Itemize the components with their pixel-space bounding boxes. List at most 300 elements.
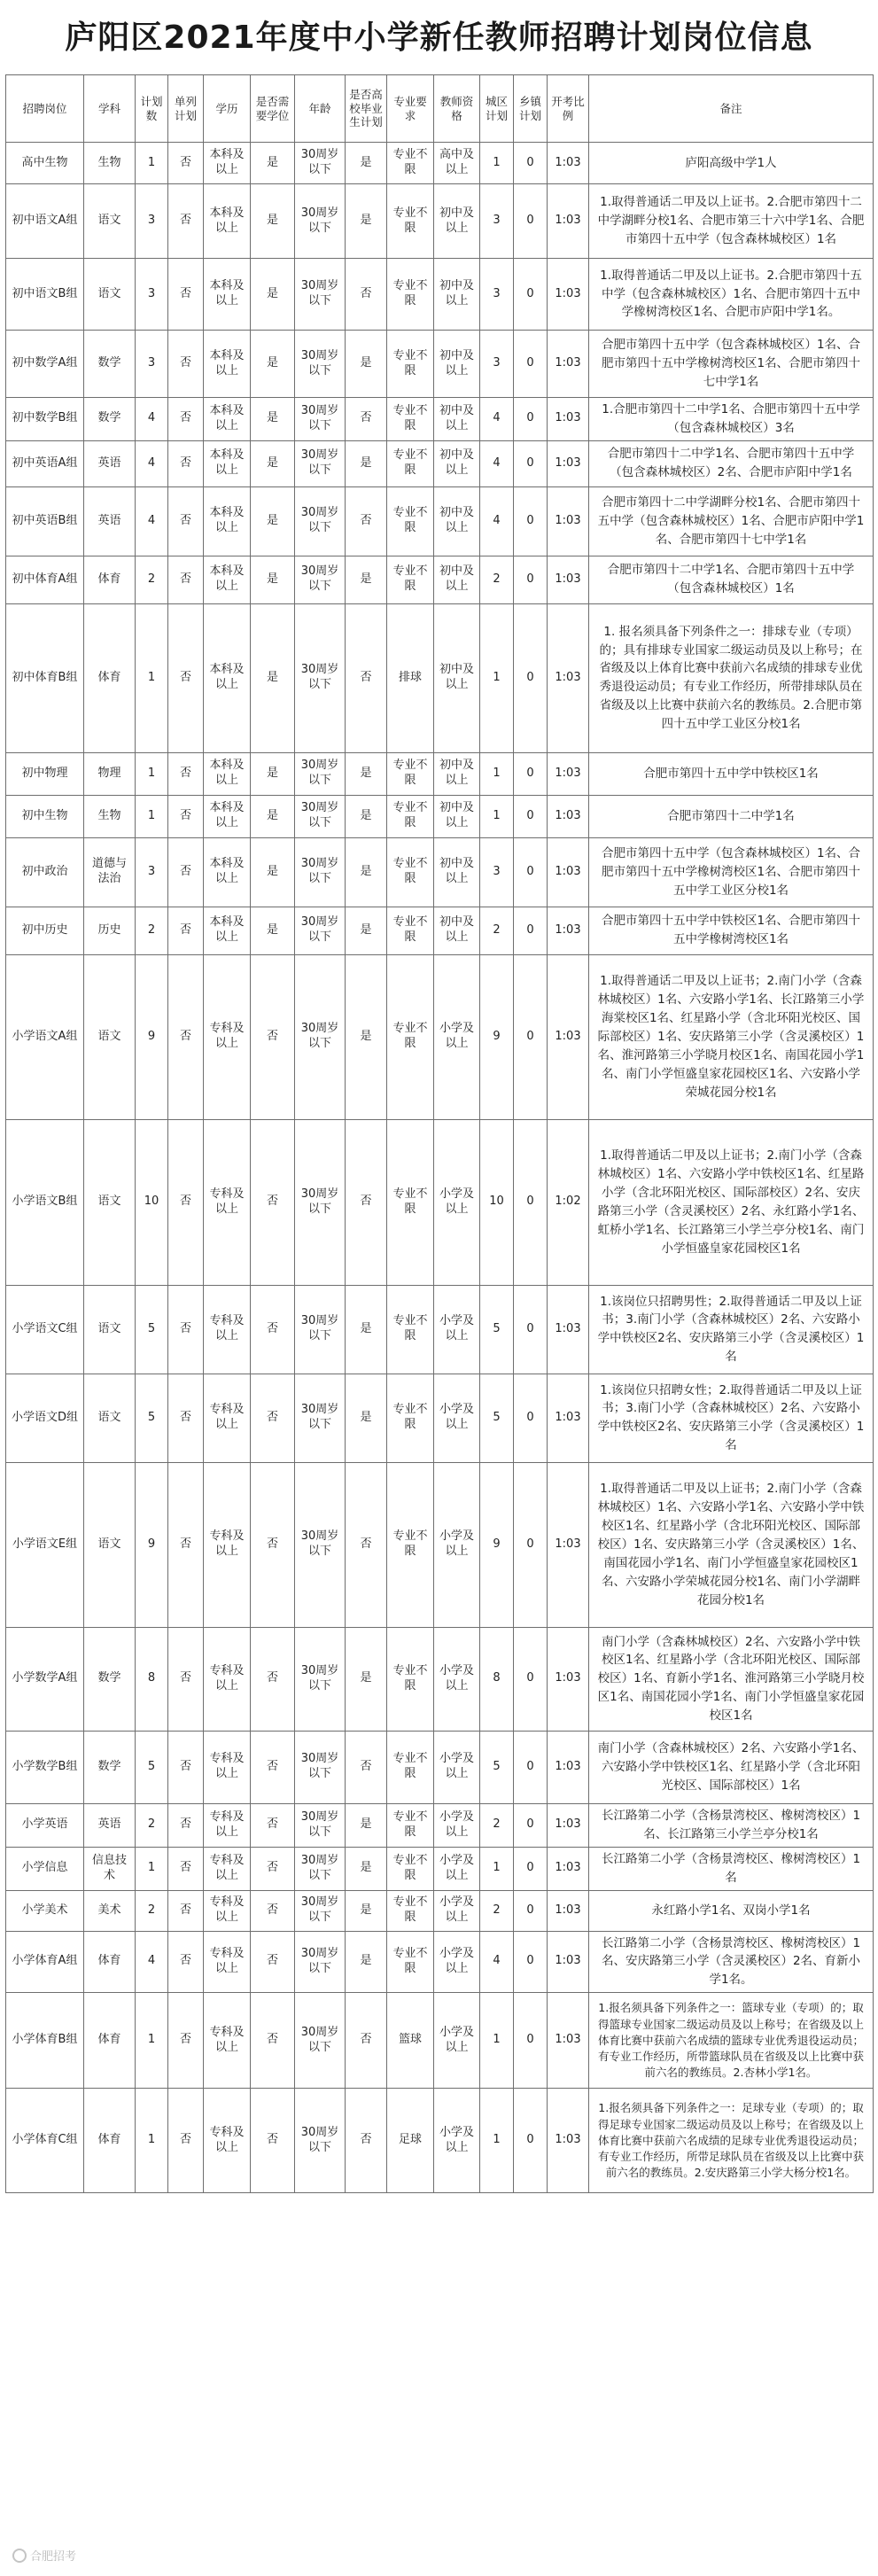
cell-exam-ratio: 1:03 (548, 398, 589, 441)
cell-township-plan: 0 (514, 795, 548, 837)
cell-position: 小学体育B组 (6, 1993, 84, 2089)
header-age: 年龄 (295, 75, 346, 143)
table-body (6, 143, 874, 2193)
cell-age: 30周岁以下 (295, 1993, 346, 2089)
cell-teacher-qualification: 高中及以上 (434, 143, 480, 184)
cell-age: 30周岁以下 (295, 1119, 346, 1285)
cell-remarks: 1.该岗位只招聘男性；2.取得普通话二甲及以上证书；3.南门小学（含森林城校区）2名、六安路小学中铁校区2名、安庆路第三小学（含灵溪校区）1名 (589, 1285, 874, 1374)
cell-graduate-plan: 否 (346, 1731, 387, 1803)
cell-major-requirement: 专业不限 (387, 1847, 434, 1890)
cell-education: 本科及以上 (204, 259, 251, 331)
cell-teacher-qualification: 小学及以上 (434, 1803, 480, 1847)
cell-age: 30周岁以下 (295, 143, 346, 184)
table-row (6, 2089, 874, 2193)
cell-remarks: 合肥市第四十二中学湖畔分校1名、合肥市第四十五中学（包含森林城校区）1名、合肥市庐阳中学1名、合肥市第四十七中学1名 (589, 486, 874, 556)
cell-major-requirement: 专业不限 (387, 907, 434, 954)
cell-position: 初中语文A组 (6, 184, 84, 259)
cell-age: 30周岁以下 (295, 398, 346, 441)
cell-age: 30周岁以下 (295, 556, 346, 603)
cell-education: 专科及以上 (204, 1931, 251, 1993)
cell-graduate-plan: 是 (346, 1890, 387, 1931)
cell-township-plan: 0 (514, 837, 548, 907)
cell-age: 30周岁以下 (295, 1931, 346, 1993)
cell-subject: 生物 (84, 795, 136, 837)
cell-degree-required: 否 (251, 1627, 295, 1731)
cell-exam-ratio: 1:03 (548, 1931, 589, 1993)
cell-subject: 道德与法治 (84, 837, 136, 907)
cell-position: 初中历史 (6, 907, 84, 954)
cell-position: 初中英语B组 (6, 486, 84, 556)
cell-major-requirement: 专业不限 (387, 1731, 434, 1803)
cell-age: 30周岁以下 (295, 1803, 346, 1847)
cell-graduate-plan: 否 (346, 259, 387, 331)
cell-degree-required: 否 (251, 1462, 295, 1627)
cell-plan-count: 5 (136, 1285, 168, 1374)
cell-education: 专科及以上 (204, 1847, 251, 1890)
cell-urban-plan: 1 (480, 1847, 514, 1890)
cell-urban-plan: 1 (480, 752, 514, 795)
cell-position: 小学数学A组 (6, 1627, 84, 1731)
cell-exam-ratio: 1:03 (548, 331, 589, 398)
cell-separate-plan: 否 (168, 1374, 204, 1462)
cell-plan-count: 4 (136, 486, 168, 556)
cell-age: 30周岁以下 (295, 259, 346, 331)
cell-graduate-plan: 是 (346, 907, 387, 954)
cell-major-requirement: 专业不限 (387, 486, 434, 556)
cell-education: 本科及以上 (204, 795, 251, 837)
cell-remarks: 合肥市第四十五中学（包含森林城校区）1名、合肥市第四十五中学橡树湾校区1名、合肥市第四十七中学1名 (589, 331, 874, 398)
cell-township-plan: 0 (514, 1285, 548, 1374)
cell-township-plan: 0 (514, 1627, 548, 1731)
cell-subject: 语文 (84, 1119, 136, 1285)
cell-township-plan: 0 (514, 259, 548, 331)
header-graduate-plan: 是否高校毕业生计划 (346, 75, 387, 143)
cell-teacher-qualification: 小学及以上 (434, 1931, 480, 1993)
cell-exam-ratio: 1:03 (548, 1847, 589, 1890)
cell-age: 30周岁以下 (295, 1890, 346, 1931)
cell-degree-required: 否 (251, 1285, 295, 1374)
cell-position: 初中语文B组 (6, 259, 84, 331)
cell-township-plan: 0 (514, 184, 548, 259)
cell-township-plan: 0 (514, 331, 548, 398)
cell-graduate-plan: 否 (346, 398, 387, 441)
cell-education: 专科及以上 (204, 1462, 251, 1627)
cell-separate-plan: 否 (168, 398, 204, 441)
cell-exam-ratio: 1:02 (548, 1119, 589, 1285)
cell-township-plan: 0 (514, 1890, 548, 1931)
cell-subject: 语文 (84, 954, 136, 1119)
cell-separate-plan: 否 (168, 1890, 204, 1931)
cell-plan-count: 3 (136, 331, 168, 398)
cell-education: 本科及以上 (204, 184, 251, 259)
cell-separate-plan: 否 (168, 1847, 204, 1890)
cell-separate-plan: 否 (168, 1119, 204, 1285)
cell-plan-count: 3 (136, 837, 168, 907)
cell-major-requirement: 专业不限 (387, 556, 434, 603)
cell-major-requirement: 足球 (387, 2089, 434, 2193)
cell-graduate-plan: 是 (346, 143, 387, 184)
cell-graduate-plan: 是 (346, 1847, 387, 1890)
cell-township-plan: 0 (514, 1374, 548, 1462)
cell-major-requirement: 专业不限 (387, 259, 434, 331)
cell-exam-ratio: 1:03 (548, 837, 589, 907)
cell-separate-plan: 否 (168, 907, 204, 954)
cell-position: 小学语文B组 (6, 1119, 84, 1285)
table-row (6, 398, 874, 441)
cell-age: 30周岁以下 (295, 1374, 346, 1462)
cell-education: 本科及以上 (204, 331, 251, 398)
cell-subject: 体育 (84, 556, 136, 603)
table-row (6, 440, 874, 486)
cell-degree-required: 否 (251, 1847, 295, 1890)
cell-age: 30周岁以下 (295, 2089, 346, 2193)
cell-subject: 数学 (84, 398, 136, 441)
cell-subject: 体育 (84, 603, 136, 752)
cell-graduate-plan: 否 (346, 486, 387, 556)
cell-separate-plan: 否 (168, 331, 204, 398)
header-urban-plan: 城区计划 (480, 75, 514, 143)
cell-subject: 英语 (84, 486, 136, 556)
cell-major-requirement: 专业不限 (387, 837, 434, 907)
cell-major-requirement: 专业不限 (387, 1374, 434, 1462)
cell-urban-plan: 1 (480, 2089, 514, 2193)
cell-education: 本科及以上 (204, 556, 251, 603)
cell-exam-ratio: 1:03 (548, 486, 589, 556)
cell-exam-ratio: 1:03 (548, 1627, 589, 1731)
cell-urban-plan: 3 (480, 837, 514, 907)
cell-degree-required: 是 (251, 331, 295, 398)
cell-remarks: 1.该岗位只招聘女性；2.取得普通话二甲及以上证书；3.南门小学（含森林城校区）2名、六安路小学中铁校区2名、安庆路第三小学（含灵溪校区）1名 (589, 1374, 874, 1462)
cell-remarks: 1.取得普通话二甲及以上证书。2.合肥市第四十二中学湖畔分校1名、合肥市第三十六中学1名、合肥市第四十五中学（包含森林城校区）1名 (589, 184, 874, 259)
cell-remarks: 1.取得普通话二甲及以上证书；2.南门小学（含森林城校区）1名、六安路小学中铁校区1名、红星路小学（含北环阳光校区、国际部校区）2名、安庆路第三小学（含灵溪校区）2名、永红路小学1名、虹桥小学1名、长江路第三小学兰亭分校1名、南门小学恒盛皇家花园校区1名 (589, 1119, 874, 1285)
cell-separate-plan: 否 (168, 837, 204, 907)
cell-teacher-qualification: 小学及以上 (434, 1890, 480, 1931)
cell-position: 初中物理 (6, 752, 84, 795)
cell-age: 30周岁以下 (295, 907, 346, 954)
cell-degree-required: 是 (251, 486, 295, 556)
cell-age: 30周岁以下 (295, 752, 346, 795)
cell-major-requirement: 专业不限 (387, 954, 434, 1119)
table-row (6, 907, 874, 954)
table-row (6, 1847, 874, 1890)
cell-urban-plan: 9 (480, 954, 514, 1119)
cell-plan-count: 1 (136, 603, 168, 752)
cell-remarks: 合肥市第四十五中学（包含森林城校区）1名、合肥市第四十五中学橡树湾校区1名、合肥市第四十五中学工业区分校1名 (589, 837, 874, 907)
cell-education: 本科及以上 (204, 752, 251, 795)
cell-degree-required: 否 (251, 1119, 295, 1285)
cell-age: 30周岁以下 (295, 1462, 346, 1627)
cell-major-requirement: 专业不限 (387, 184, 434, 259)
cell-education: 专科及以上 (204, 1627, 251, 1731)
cell-urban-plan: 5 (480, 1285, 514, 1374)
cell-teacher-qualification: 小学及以上 (434, 1847, 480, 1890)
cell-separate-plan: 否 (168, 795, 204, 837)
header-exam-ratio: 开考比例 (548, 75, 589, 143)
cell-degree-required: 是 (251, 603, 295, 752)
table-row (6, 1731, 874, 1803)
cell-urban-plan: 3 (480, 184, 514, 259)
cell-exam-ratio: 1:03 (548, 752, 589, 795)
cell-township-plan: 0 (514, 398, 548, 441)
cell-plan-count: 1 (136, 1847, 168, 1890)
cell-exam-ratio: 1:03 (548, 184, 589, 259)
cell-plan-count: 1 (136, 1993, 168, 2089)
cell-education: 本科及以上 (204, 837, 251, 907)
header-township-plan: 乡镇计划 (514, 75, 548, 143)
cell-teacher-qualification: 小学及以上 (434, 1119, 480, 1285)
cell-subject: 美术 (84, 1890, 136, 1931)
cell-teacher-qualification: 初中及以上 (434, 259, 480, 331)
cell-remarks: 合肥市第四十二中学1名、合肥市第四十五中学（包含森林城校区）2名、合肥市庐阳中学1名 (589, 440, 874, 486)
cell-degree-required: 是 (251, 143, 295, 184)
cell-plan-count: 8 (136, 1627, 168, 1731)
cell-major-requirement: 篮球 (387, 1993, 434, 2089)
cell-township-plan: 0 (514, 1993, 548, 2089)
cell-teacher-qualification: 小学及以上 (434, 1731, 480, 1803)
cell-position: 小学数学B组 (6, 1731, 84, 1803)
cell-remarks: 长江路第二小学（含杨景湾校区、橡树湾校区）1名 (589, 1847, 874, 1890)
cell-subject: 英语 (84, 1803, 136, 1847)
cell-graduate-plan: 是 (346, 1627, 387, 1731)
cell-subject: 数学 (84, 331, 136, 398)
cell-plan-count: 4 (136, 398, 168, 441)
cell-subject: 信息技术 (84, 1847, 136, 1890)
cell-age: 30周岁以下 (295, 440, 346, 486)
cell-age: 30周岁以下 (295, 1847, 346, 1890)
table-row (6, 331, 874, 398)
cell-urban-plan: 9 (480, 1462, 514, 1627)
cell-position: 小学体育A组 (6, 1931, 84, 1993)
header-remarks: 备注 (589, 75, 874, 143)
cell-education: 专科及以上 (204, 1374, 251, 1462)
cell-teacher-qualification: 初中及以上 (434, 331, 480, 398)
cell-remarks: 1.报名须具备下列条件之一：篮球专业（专项）的；取得篮球专业国家二级运动员及以上称号；在省级及以上体育比赛中获前六名成绩的篮球专业优秀退役运动员；有专业工作经历，所带篮球队员在省级及以上比赛中获前六名的教练员。2.杏林小学1名。 (589, 1993, 874, 2089)
cell-exam-ratio: 1:03 (548, 1285, 589, 1374)
cell-teacher-qualification: 小学及以上 (434, 1462, 480, 1627)
cell-exam-ratio: 1:03 (548, 440, 589, 486)
cell-urban-plan: 1 (480, 795, 514, 837)
cell-degree-required: 是 (251, 398, 295, 441)
table-row (6, 1374, 874, 1462)
cell-urban-plan: 4 (480, 398, 514, 441)
cell-urban-plan: 4 (480, 440, 514, 486)
cell-education: 专科及以上 (204, 1803, 251, 1847)
cell-position: 初中数学B组 (6, 398, 84, 441)
cell-separate-plan: 否 (168, 440, 204, 486)
cell-subject: 生物 (84, 143, 136, 184)
cell-degree-required: 是 (251, 837, 295, 907)
cell-degree-required: 是 (251, 795, 295, 837)
cell-graduate-plan: 否 (346, 1462, 387, 1627)
table-row (6, 954, 874, 1119)
cell-education: 专科及以上 (204, 1285, 251, 1374)
cell-position: 小学美术 (6, 1890, 84, 1931)
table-row (6, 1890, 874, 1931)
table-row (6, 1803, 874, 1847)
cell-township-plan: 0 (514, 556, 548, 603)
cell-teacher-qualification: 初中及以上 (434, 907, 480, 954)
cell-teacher-qualification: 初中及以上 (434, 398, 480, 441)
cell-position: 小学语文C组 (6, 1285, 84, 1374)
table-row (6, 143, 874, 184)
cell-plan-count: 3 (136, 184, 168, 259)
cell-plan-count: 1 (136, 795, 168, 837)
cell-subject: 英语 (84, 440, 136, 486)
cell-degree-required: 否 (251, 2089, 295, 2193)
table-row (6, 184, 874, 259)
table-row (6, 603, 874, 752)
watermark-text: 合肥招考 (30, 2550, 77, 2564)
header-major-requirement: 专业要求 (387, 75, 434, 143)
table-row (6, 1993, 874, 2089)
table-row (6, 556, 874, 603)
cell-remarks: 合肥市第四十二中学1名、合肥市第四十五中学（包含森林城校区）1名 (589, 556, 874, 603)
cell-major-requirement: 专业不限 (387, 143, 434, 184)
cell-teacher-qualification: 初中及以上 (434, 440, 480, 486)
table-row (6, 795, 874, 837)
table-row (6, 486, 874, 556)
cell-teacher-qualification: 小学及以上 (434, 1285, 480, 1374)
cell-graduate-plan: 是 (346, 556, 387, 603)
cell-graduate-plan: 是 (346, 954, 387, 1119)
cell-plan-count: 5 (136, 1731, 168, 1803)
cell-age: 30周岁以下 (295, 486, 346, 556)
cell-age: 30周岁以下 (295, 331, 346, 398)
cell-education: 本科及以上 (204, 143, 251, 184)
cell-graduate-plan: 是 (346, 795, 387, 837)
cell-separate-plan: 否 (168, 556, 204, 603)
cell-plan-count: 10 (136, 1119, 168, 1285)
cell-age: 30周岁以下 (295, 795, 346, 837)
cell-major-requirement: 排球 (387, 603, 434, 752)
cell-teacher-qualification: 初中及以上 (434, 795, 480, 837)
table-row (6, 1119, 874, 1285)
cell-position: 初中数学A组 (6, 331, 84, 398)
cell-major-requirement: 专业不限 (387, 1627, 434, 1731)
cell-remarks: 合肥市第四十五中学中铁校区1名 (589, 752, 874, 795)
cell-degree-required: 否 (251, 1731, 295, 1803)
cell-teacher-qualification: 初中及以上 (434, 184, 480, 259)
cell-position: 初中体育A组 (6, 556, 84, 603)
cell-remarks: 长江路第二小学（含杨景湾校区、橡树湾校区）1名、安庆路第三小学（含灵溪校区）2名、育新小学1名。 (589, 1931, 874, 1993)
cell-education: 本科及以上 (204, 486, 251, 556)
cell-graduate-plan: 否 (346, 603, 387, 752)
cell-separate-plan: 否 (168, 1931, 204, 1993)
cell-exam-ratio: 1:03 (548, 1890, 589, 1931)
header-degree-required: 是否需要学位 (251, 75, 295, 143)
cell-plan-count: 3 (136, 259, 168, 331)
cell-education: 专科及以上 (204, 1119, 251, 1285)
cell-major-requirement: 专业不限 (387, 752, 434, 795)
cell-remarks: 合肥市第四十二中学1名 (589, 795, 874, 837)
cell-subject: 语文 (84, 1285, 136, 1374)
cell-degree-required: 否 (251, 1803, 295, 1847)
cell-remarks: 1.取得普通话二甲及以上证书；2.南门小学（含森林城校区）1名、六安路小学1名、六安路小学中铁校区1名、红星路小学（含北环阳光校区、国际部校区）1名、安庆路第三小学（含灵溪校区）1名、南国花园小学1名、南门小学恒盛皇家花园校区1名、六安路小学荣城花园分校1名、南门小学湖畔花园分校1名 (589, 1462, 874, 1627)
cell-graduate-plan: 是 (346, 837, 387, 907)
header-position: 招聘岗位 (6, 75, 84, 143)
cell-teacher-qualification: 初中及以上 (434, 603, 480, 752)
cell-education: 专科及以上 (204, 954, 251, 1119)
cell-major-requirement: 专业不限 (387, 331, 434, 398)
cell-plan-count: 4 (136, 1931, 168, 1993)
cell-graduate-plan: 否 (346, 1119, 387, 1285)
cell-major-requirement: 专业不限 (387, 440, 434, 486)
cell-position: 初中英语A组 (6, 440, 84, 486)
recruitment-table (5, 74, 874, 2193)
cell-degree-required: 是 (251, 259, 295, 331)
cell-education: 专科及以上 (204, 1890, 251, 1931)
cell-township-plan: 0 (514, 1119, 548, 1285)
cell-subject: 语文 (84, 184, 136, 259)
cell-township-plan: 0 (514, 440, 548, 486)
cell-major-requirement: 专业不限 (387, 795, 434, 837)
cell-subject: 体育 (84, 2089, 136, 2193)
cell-urban-plan: 10 (480, 1119, 514, 1285)
cell-urban-plan: 1 (480, 1993, 514, 2089)
cell-graduate-plan: 是 (346, 1931, 387, 1993)
cell-remarks: 1. 报名须具备下列条件之一：排球专业（专项）的；具有排球专业国家二级运动员及以上称号；在省级及以上体育比赛中获前六名成绩的排球专业优秀退役运动员；有专业工作经历，所带排球队员在省级及以上比赛中获前六名的教练员。2.合肥市第四十五中学工业区分校1名 (589, 603, 874, 752)
cell-remarks: 合肥市第四十五中学中铁校区1名、合肥市第四十五中学橡树湾校区1名 (589, 907, 874, 954)
cell-remarks: 庐阳高级中学1人 (589, 143, 874, 184)
cell-age: 30周岁以下 (295, 837, 346, 907)
cell-separate-plan: 否 (168, 143, 204, 184)
header-education: 学历 (204, 75, 251, 143)
cell-separate-plan: 否 (168, 184, 204, 259)
cell-position: 小学体育C组 (6, 2089, 84, 2193)
cell-major-requirement: 专业不限 (387, 1890, 434, 1931)
cell-plan-count: 1 (136, 2089, 168, 2193)
cell-township-plan: 0 (514, 143, 548, 184)
cell-degree-required: 是 (251, 752, 295, 795)
cell-exam-ratio: 1:03 (548, 259, 589, 331)
cell-position: 小学英语 (6, 1803, 84, 1847)
cell-graduate-plan: 是 (346, 331, 387, 398)
cell-graduate-plan: 是 (346, 1374, 387, 1462)
cell-teacher-qualification: 初中及以上 (434, 556, 480, 603)
cell-education: 专科及以上 (204, 1731, 251, 1803)
cell-major-requirement: 专业不限 (387, 398, 434, 441)
cell-teacher-qualification: 初中及以上 (434, 486, 480, 556)
cell-separate-plan: 否 (168, 954, 204, 1119)
cell-degree-required: 是 (251, 184, 295, 259)
cell-subject: 数学 (84, 1731, 136, 1803)
cell-plan-count: 2 (136, 556, 168, 603)
cell-graduate-plan: 是 (346, 184, 387, 259)
cell-teacher-qualification: 小学及以上 (434, 1993, 480, 2089)
cell-age: 30周岁以下 (295, 1731, 346, 1803)
cell-plan-count: 1 (136, 752, 168, 795)
cell-exam-ratio: 1:03 (548, 954, 589, 1119)
cell-degree-required: 否 (251, 1890, 295, 1931)
cell-remarks: 1.取得普通话二甲及以上证书。2.合肥市第四十五中学（包含森林城校区）1名、合肥市第四十五中学橡树湾校区1名、合肥市庐阳中学1名。 (589, 259, 874, 331)
cell-major-requirement: 专业不限 (387, 1285, 434, 1374)
cell-township-plan: 0 (514, 954, 548, 1119)
cell-graduate-plan: 是 (346, 1803, 387, 1847)
cell-education: 专科及以上 (204, 1993, 251, 2089)
cell-exam-ratio: 1:03 (548, 1374, 589, 1462)
cell-position: 小学语文A组 (6, 954, 84, 1119)
cell-education: 本科及以上 (204, 907, 251, 954)
cell-exam-ratio: 1:03 (548, 2089, 589, 2193)
table-row (6, 1462, 874, 1627)
cell-separate-plan: 否 (168, 1462, 204, 1627)
cell-township-plan: 0 (514, 1462, 548, 1627)
cell-urban-plan: 4 (480, 1931, 514, 1993)
table-row (6, 837, 874, 907)
cell-position: 初中生物 (6, 795, 84, 837)
cell-exam-ratio: 1:03 (548, 907, 589, 954)
cell-age: 30周岁以下 (295, 184, 346, 259)
